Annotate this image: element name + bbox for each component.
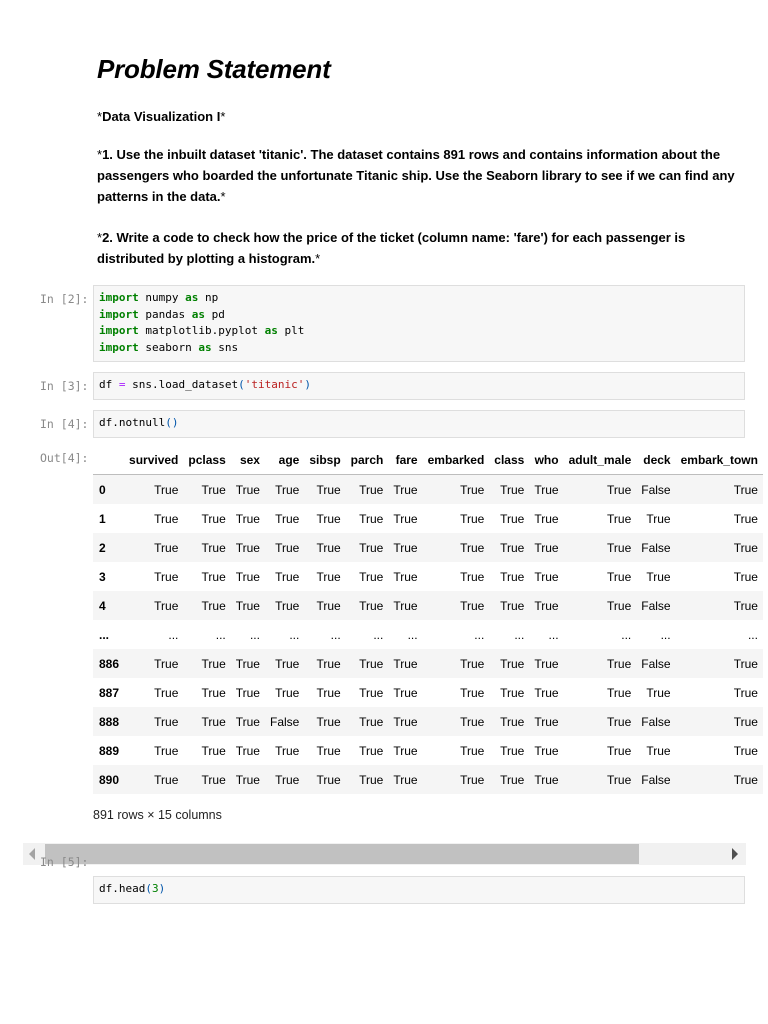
table-cell: True — [154, 743, 179, 758]
column-header: adult_male — [564, 445, 637, 475]
table-cell: True — [201, 598, 226, 613]
table-cell: True — [534, 656, 559, 671]
code-token: import — [99, 291, 139, 304]
column-header — [93, 445, 124, 475]
table-cell: True — [201, 511, 226, 526]
table-cell: True — [607, 685, 632, 700]
code-token: np — [198, 291, 219, 304]
table-cell: True — [500, 598, 525, 613]
table-cell: True — [534, 540, 559, 555]
table-cell: True — [393, 511, 418, 526]
table-cell: False — [641, 540, 671, 555]
code-token: import — [99, 324, 139, 338]
code-token: matplotlib.pyplot — [138, 324, 265, 338]
table-cell: True — [393, 743, 418, 758]
table-cell: True — [733, 656, 758, 671]
table-cell: ... — [660, 627, 671, 642]
table-cell: True — [534, 511, 559, 526]
table-cell: True — [393, 569, 418, 584]
table-cell: True — [646, 685, 671, 700]
row-index: 2 — [99, 540, 106, 555]
table-cell: ... — [548, 627, 559, 642]
column-header: survived — [124, 445, 183, 475]
table-cell: True — [235, 656, 260, 671]
column-header: embarked — [423, 445, 490, 475]
table-cell: True — [500, 656, 525, 671]
row-index: ... — [99, 627, 110, 642]
code-token: df — [99, 378, 119, 391]
code-token: sns.load_dataset — [125, 378, 239, 391]
table-cell: ... — [747, 627, 758, 642]
table-cell: True — [534, 714, 559, 729]
table-cell: True — [201, 772, 226, 787]
table-cell: True — [534, 685, 559, 700]
table-cell: True — [607, 482, 632, 497]
table-cell: True — [201, 656, 226, 671]
table-cell: True — [733, 743, 758, 758]
table-cell: False — [641, 772, 671, 787]
code-token: df.notnull — [99, 416, 166, 429]
table-cell: True — [733, 685, 758, 700]
table-cell: True — [235, 598, 260, 613]
column-header: fare — [388, 445, 422, 475]
dataframe-shape: 891 rows × 15 columns — [93, 808, 222, 822]
table-cell: False — [641, 656, 671, 671]
table-cell: True — [534, 598, 559, 613]
table-cell: True — [460, 743, 485, 758]
table-cell: True — [733, 772, 758, 787]
table-cell: True — [500, 743, 525, 758]
table-cell: True — [460, 482, 485, 497]
column-header: deck — [636, 445, 675, 475]
table-cell: True — [154, 714, 179, 729]
table-cell: True — [393, 772, 418, 787]
code-token: import — [99, 341, 139, 355]
table-cell: True — [646, 569, 671, 584]
table-cell: True — [534, 772, 559, 787]
table-cell: False — [269, 714, 300, 729]
table-cell: True — [359, 569, 384, 584]
subtitle-paragraph — [97, 106, 747, 127]
code-token: sns — [211, 341, 239, 355]
table-cell: ... — [330, 627, 341, 642]
table-cell: True — [500, 482, 525, 497]
table-cell: True — [316, 656, 341, 671]
paragraph-text: Data Visualization I — [102, 109, 221, 124]
table-cell: True — [393, 656, 418, 671]
column-header: pclass — [183, 445, 230, 475]
code-token: ) — [304, 378, 311, 391]
cell-prompt: In [2]: — [40, 292, 89, 306]
table-cell: True — [201, 482, 226, 497]
code-token: ) — [158, 882, 166, 895]
table-cell: True — [500, 772, 525, 787]
code-token: = — [118, 378, 126, 391]
asterisk: * — [220, 189, 226, 204]
table-row — [93, 475, 763, 505]
table-cell: True — [154, 685, 179, 700]
table-cell: True — [359, 685, 384, 700]
table-cell: True — [235, 482, 260, 497]
table-cell: True — [500, 714, 525, 729]
code-token: as — [191, 307, 205, 321]
table-cell: False — [641, 482, 671, 497]
table-cell: True — [500, 511, 525, 526]
table-cell: True — [460, 540, 485, 555]
code-token: as — [264, 324, 278, 338]
table-cell: True — [154, 511, 179, 526]
asterisk: * — [97, 147, 103, 162]
table-cell: True — [359, 540, 384, 555]
code-line — [99, 307, 739, 324]
table-cell: True — [359, 743, 384, 758]
table-cell: True — [460, 598, 485, 613]
table-cell: True — [154, 772, 179, 787]
table-cell: True — [275, 569, 300, 584]
table-row — [93, 678, 763, 707]
task-2-paragraph — [97, 227, 747, 269]
table-row — [93, 765, 763, 794]
table-row — [93, 533, 763, 562]
table-cell: True — [733, 482, 758, 497]
table-cell: True — [500, 569, 525, 584]
code-line — [99, 340, 739, 357]
cell-prompt: In [4]: — [40, 417, 89, 431]
table-cell: True — [275, 540, 300, 555]
table-cell: True — [460, 511, 485, 526]
table-cell: ... — [514, 627, 525, 642]
table-cell: True — [607, 772, 632, 787]
table-row — [93, 649, 763, 678]
horizontal-scrollbar[interactable] — [23, 843, 746, 865]
table-cell: True — [235, 540, 260, 555]
paragraph-text: 2. Write a code to check how the price of the ticket (column name: 'fare') for each passenger is distributed by plotting a histogram. — [97, 230, 686, 266]
table-cell: True — [316, 685, 341, 700]
code-line — [99, 323, 739, 340]
table-cell: True — [316, 511, 341, 526]
code-token: as — [185, 291, 199, 304]
code-token: pd — [204, 307, 225, 321]
table-cell: True — [607, 656, 632, 671]
table-row — [93, 707, 763, 736]
table-cell: ... — [407, 627, 418, 642]
table-cell: True — [316, 540, 341, 555]
table-cell: True — [393, 714, 418, 729]
table-cell: True — [646, 511, 671, 526]
table-cell: True — [607, 714, 632, 729]
column-header: embark_town — [676, 445, 763, 475]
cell-prompt: In [3]: — [40, 379, 89, 393]
row-index: 890 — [99, 772, 120, 787]
column-header: sibsp — [304, 445, 345, 475]
table-cell: True — [733, 540, 758, 555]
table-cell: True — [316, 598, 341, 613]
column-header: age — [265, 445, 304, 475]
table-cell: True — [316, 714, 341, 729]
code-line — [99, 377, 739, 394]
task-1-paragraph — [97, 144, 747, 207]
table-cell: True — [460, 569, 485, 584]
table-cell: True — [607, 569, 632, 584]
table-cell: True — [201, 569, 226, 584]
row-index: 1 — [99, 511, 106, 526]
table-cell: True — [235, 511, 260, 526]
table-cell: True — [393, 598, 418, 613]
table-cell: True — [154, 540, 179, 555]
table-cell: ... — [373, 627, 384, 642]
table-cell: False — [641, 598, 671, 613]
code-cell-imports[interactable] — [93, 285, 745, 362]
table-cell: True — [235, 743, 260, 758]
code-token: () — [165, 416, 179, 429]
table-cell: True — [534, 482, 559, 497]
code-line — [99, 415, 739, 432]
code-token: as — [198, 341, 212, 355]
output-prompt: Out[4]: — [40, 451, 89, 465]
table-cell: True — [275, 482, 300, 497]
table-cell: ... — [215, 627, 226, 642]
table-cell: True — [275, 598, 300, 613]
table-cell: True — [359, 511, 384, 526]
table-row — [93, 736, 763, 765]
code-token: seaborn — [138, 341, 199, 355]
table-cell: True — [154, 598, 179, 613]
table-row — [93, 591, 763, 620]
asterisk: * — [97, 109, 103, 124]
table-cell: True — [235, 685, 260, 700]
table-cell: True — [235, 772, 260, 787]
table-cell: ... — [168, 627, 179, 642]
table-cell: True — [275, 511, 300, 526]
scroll-left-icon[interactable] — [29, 848, 35, 860]
column-header: parch — [346, 445, 389, 475]
code-token: pandas — [138, 307, 192, 321]
column-header: class — [489, 445, 529, 475]
table-cell: True — [154, 482, 179, 497]
code-token: ( — [145, 882, 152, 895]
asterisk: * — [220, 109, 226, 124]
table-cell: True — [460, 656, 485, 671]
cell-prompt: In [5]: — [40, 855, 89, 869]
row-index: 3 — [99, 569, 106, 584]
table-cell: True — [235, 714, 260, 729]
table-cell: True — [275, 656, 300, 671]
table-cell: True — [393, 482, 418, 497]
code-token: ( — [238, 378, 245, 391]
table-cell: True — [201, 743, 226, 758]
code-token: 3 — [151, 882, 159, 895]
table-cell: True — [359, 772, 384, 787]
table-cell: True — [359, 482, 384, 497]
row-index: 887 — [99, 685, 120, 700]
table-cell: True — [316, 772, 341, 787]
code-token: import — [99, 307, 139, 321]
table-cell: ... — [249, 627, 260, 642]
scrollbar-thumb[interactable] — [45, 844, 639, 864]
table-cell: True — [275, 772, 300, 787]
code-line — [99, 881, 739, 898]
table-cell: True — [316, 743, 341, 758]
code-cell-notnull[interactable] — [93, 410, 745, 438]
code-token: df.head — [99, 882, 146, 895]
table-cell: True — [201, 685, 226, 700]
table-row — [93, 562, 763, 591]
row-index: 886 — [99, 656, 120, 671]
row-index: 4 — [99, 598, 106, 613]
code-token: 'titanic' — [244, 378, 305, 391]
table-cell: True — [201, 540, 226, 555]
code-token: numpy — [138, 291, 186, 304]
table-cell: True — [607, 743, 632, 758]
table-cell: True — [201, 714, 226, 729]
table-cell: True — [733, 714, 758, 729]
row-index: 0 — [99, 482, 106, 497]
code-cell-head[interactable] — [93, 876, 745, 904]
table-cell: ... — [289, 627, 300, 642]
table-cell: True — [359, 714, 384, 729]
code-cell-load-dataset[interactable] — [93, 372, 745, 400]
table-cell: True — [500, 540, 525, 555]
table-row — [93, 620, 763, 649]
table-cell: True — [154, 656, 179, 671]
table-cell: True — [460, 714, 485, 729]
scroll-right-icon[interactable] — [732, 848, 738, 860]
table-cell: True — [733, 569, 758, 584]
table-cell: True — [607, 598, 632, 613]
table-cell: True — [733, 511, 758, 526]
table-cell: True — [607, 511, 632, 526]
table-cell: True — [316, 569, 341, 584]
table-cell: ... — [474, 627, 485, 642]
table-cell: True — [460, 685, 485, 700]
column-header: who — [529, 445, 563, 475]
table-row — [93, 504, 763, 533]
table-cell: True — [154, 569, 179, 584]
code-line — [99, 290, 739, 307]
table-cell: True — [534, 743, 559, 758]
table-cell: True — [607, 540, 632, 555]
table-cell: True — [460, 772, 485, 787]
row-index: 888 — [99, 714, 120, 729]
table-cell: True — [235, 569, 260, 584]
asterisk: * — [315, 251, 321, 266]
table-cell: True — [733, 598, 758, 613]
asterisk: * — [97, 230, 103, 245]
table-header-row — [93, 445, 763, 475]
table-cell: True — [646, 743, 671, 758]
table-cell: True — [500, 685, 525, 700]
table-cell: ... — [621, 627, 632, 642]
dataframe-table — [93, 445, 763, 794]
table-cell: True — [393, 540, 418, 555]
table-cell: False — [641, 714, 671, 729]
table-cell: True — [393, 685, 418, 700]
column-header: sex — [231, 445, 265, 475]
output-dataframe — [93, 445, 758, 795]
table-cell: True — [359, 598, 384, 613]
row-index: 889 — [99, 743, 120, 758]
table-cell: True — [275, 743, 300, 758]
code-token: plt — [277, 324, 305, 338]
table-cell: True — [316, 482, 341, 497]
page-title: Problem Statement — [97, 54, 331, 84]
table-cell: True — [534, 569, 559, 584]
paragraph-text: 1. Use the inbuilt dataset 'titanic'. The dataset contains 891 rows and contains information about the passengers who boarded the unfortunate Titanic ship. Use the Seaborn library to see if we can find any patterns in the data. — [97, 147, 735, 204]
table-cell: True — [359, 656, 384, 671]
table-cell: True — [275, 685, 300, 700]
